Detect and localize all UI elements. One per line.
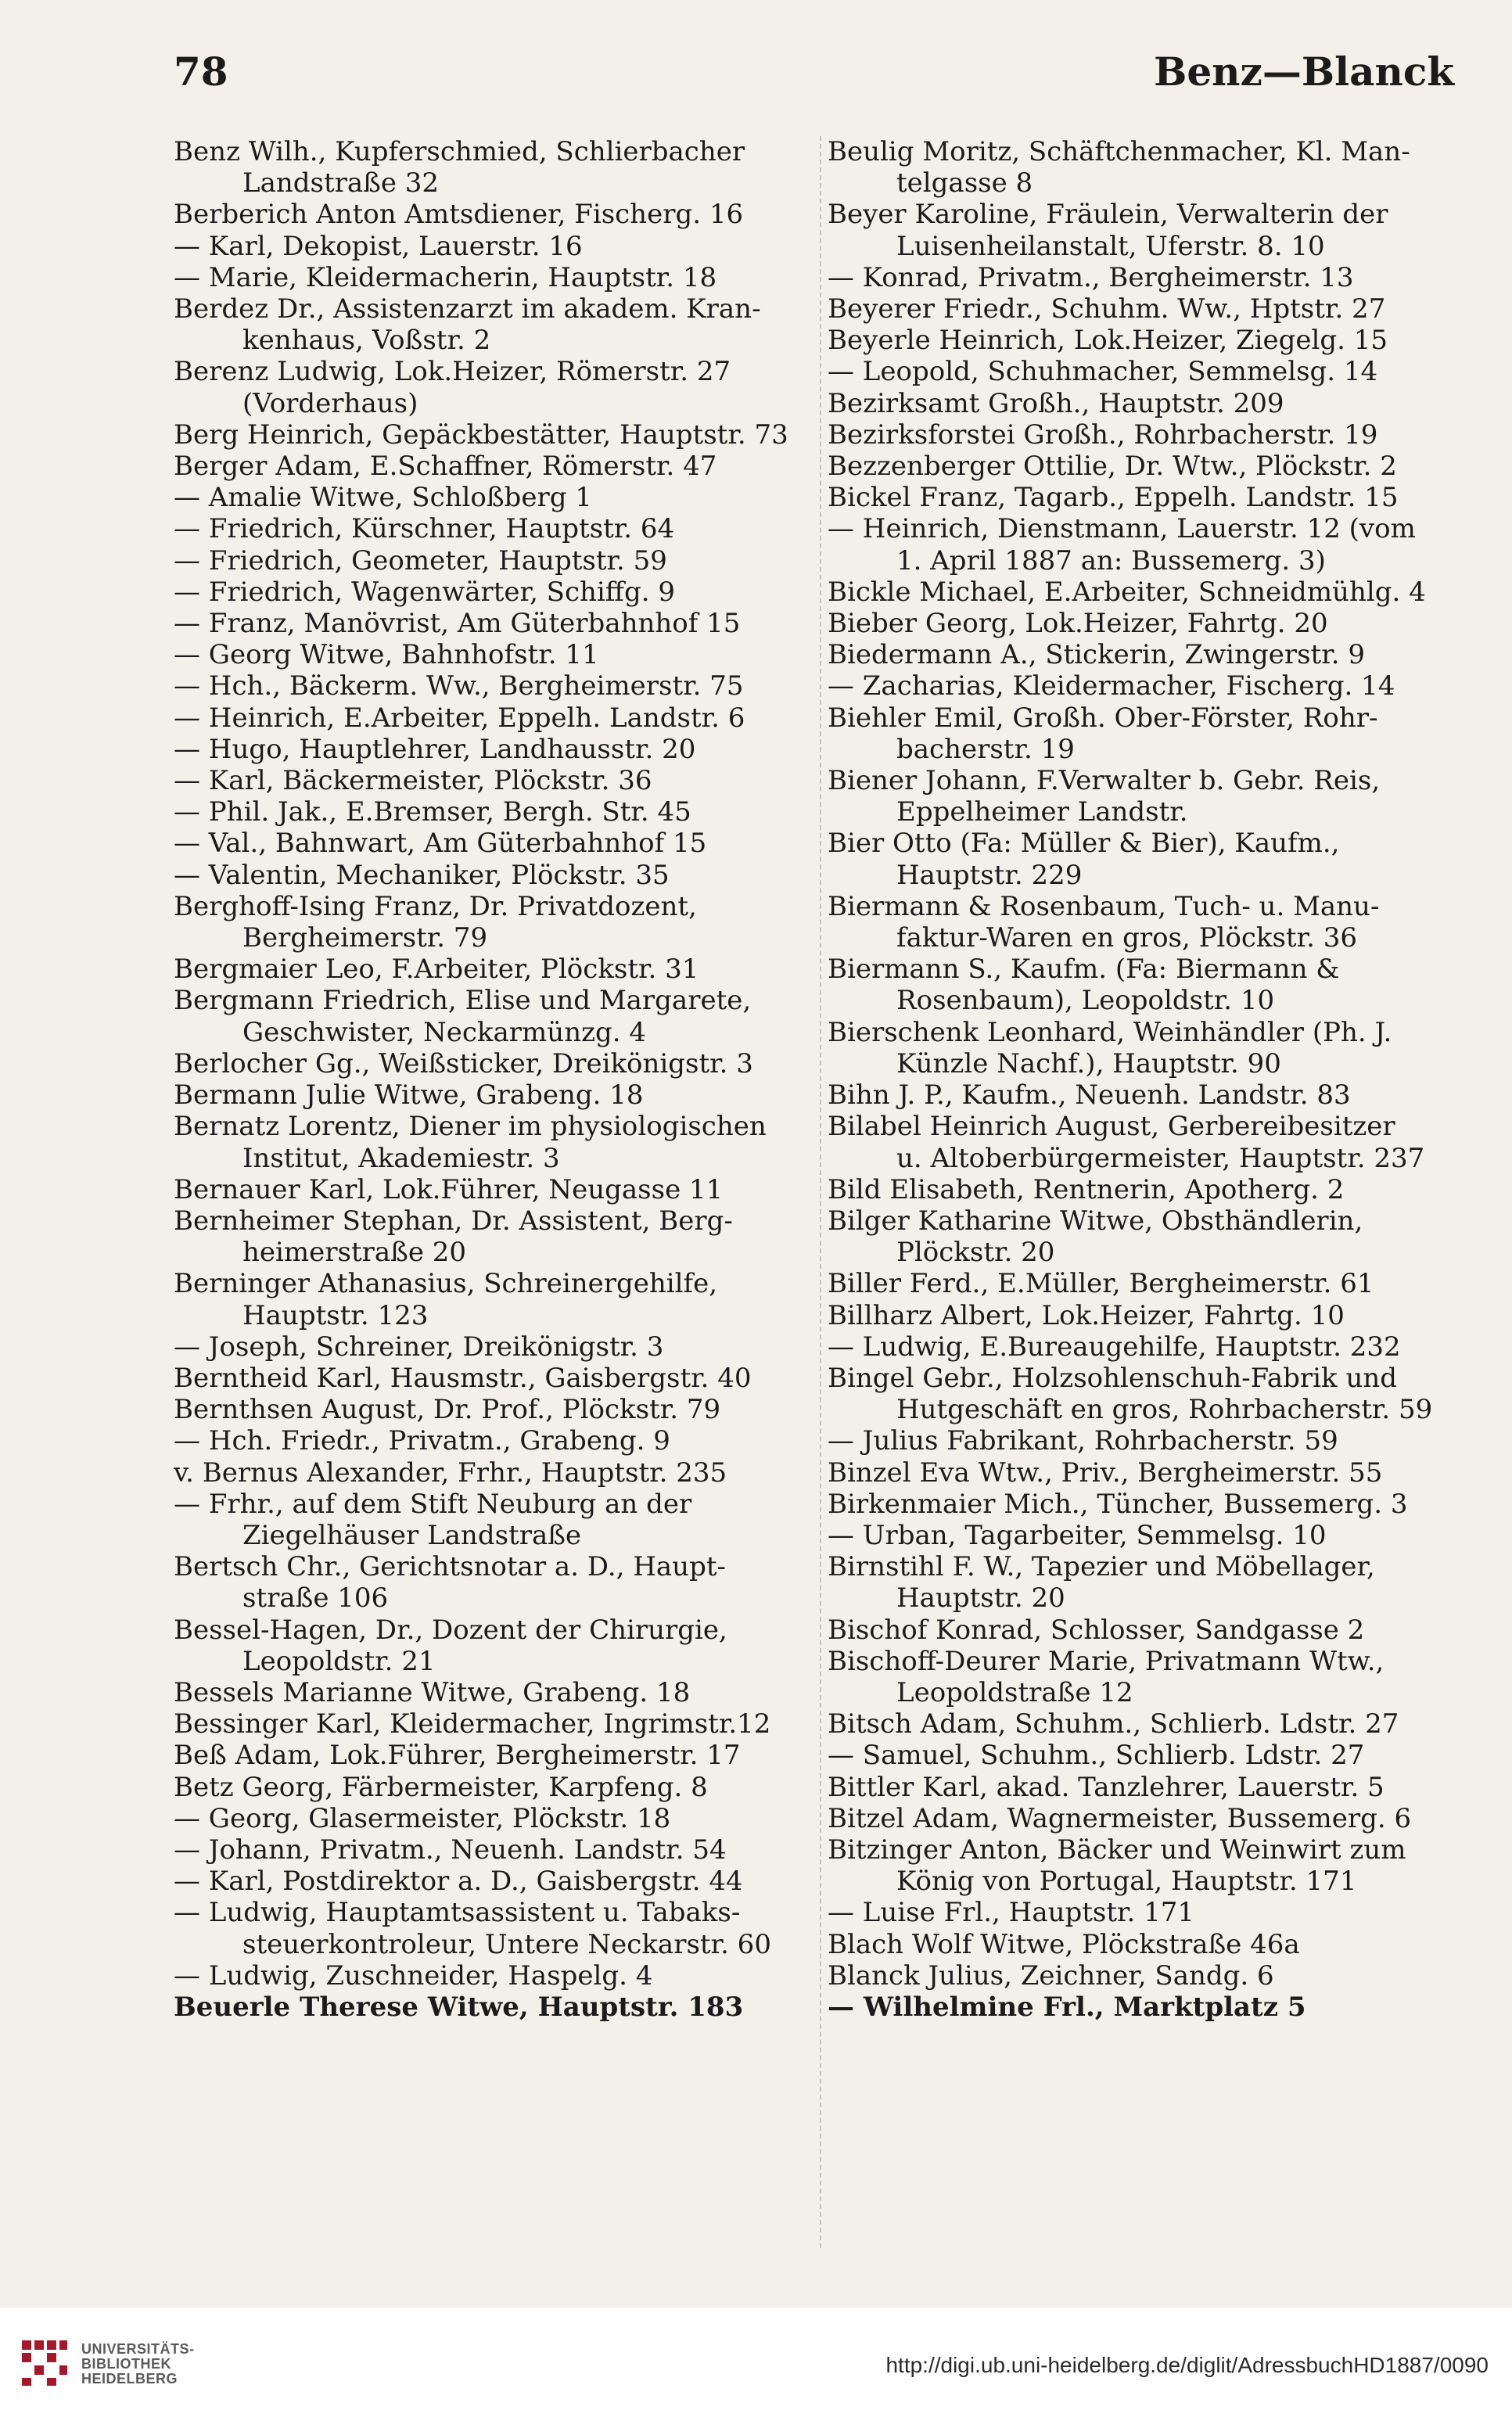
directory-entry	[174, 1834, 813, 1866]
entry-line: Berenz Ludwig, Lok.Heizer, Römerstr. 27	[174, 356, 731, 388]
entry-line: Blach Wolf Witwe, Plöckstraße 46a	[828, 1928, 1300, 1960]
directory-entry	[174, 985, 813, 1047]
directory-entry	[828, 702, 1467, 765]
entry-continuation-line: Geschwister, Neckarmünzg. 4	[242, 1016, 647, 1048]
directory-entry	[828, 1205, 1467, 1268]
directory-entry	[828, 325, 1467, 356]
entry-continuation-line: heimerstraße 20	[242, 1237, 467, 1269]
entry-line: Bickle Michael, E.Arbeiter, Schneidmühlg. 4	[828, 576, 1426, 608]
directory-entry	[174, 1331, 813, 1363]
directory-entry	[174, 1363, 813, 1394]
directory-entry	[174, 1614, 813, 1677]
directory-entry	[174, 954, 813, 985]
directory-entry	[174, 1677, 813, 1708]
directory-entry	[828, 608, 1467, 639]
directory-entry	[174, 828, 813, 859]
entry-line: — Johann, Privatm., Neuenh. Landstr. 54	[174, 1834, 727, 1866]
entry-continuation-line: Ziegelhäuser Landstraße	[242, 1519, 582, 1551]
directory-entry	[174, 293, 813, 356]
entry-line: Bessinger Karl, Kleidermacher, Ingrimstr.12	[174, 1708, 771, 1740]
directory-entry	[828, 1425, 1467, 1456]
entry-line: Bernauer Karl, Lok.Führer, Neugasse 11	[174, 1173, 724, 1205]
directory-entry	[828, 419, 1467, 451]
directory-entry	[174, 639, 813, 670]
directory-entry	[174, 1079, 813, 1111]
entry-line: — Urban, Tagarbeiter, Semmelsg. 10	[828, 1519, 1327, 1551]
directory-entry	[828, 1111, 1467, 1173]
entry-line: Birnstihl F. W., Tapezier und Möbellager,	[828, 1551, 1375, 1583]
entry-line: Beyer Karoline, Fräulein, Verwalterin der	[828, 199, 1388, 231]
entry-line: — Wilhelmine Frl., Marktplatz 5	[828, 1991, 1306, 2023]
directory-entry	[174, 1457, 813, 1489]
entry-line: — Julius Fabrikant, Rohrbacherstr. 59	[828, 1425, 1338, 1457]
entry-line: — Leopold, Schuhmacher, Semmelsg. 14	[828, 356, 1378, 388]
directory-entry	[174, 1708, 813, 1740]
library-name	[81, 2342, 195, 2387]
directory-entry	[828, 293, 1467, 325]
directory-entry	[828, 765, 1467, 828]
directory-entry	[174, 356, 813, 418]
entry-line: Bingel Gebr., Holzsohlenschuh-Fabrik und	[828, 1362, 1398, 1394]
entry-line: Bilger Katharine Witwe, Obsthändlerin,	[828, 1205, 1363, 1237]
directory-entry	[828, 1331, 1467, 1363]
entry-line: — Hch. Friedr., Privatm., Grabeng. 9	[174, 1425, 670, 1457]
directory-entry	[828, 670, 1467, 702]
entry-continuation-line: Leopoldstr. 21	[242, 1645, 436, 1677]
directory-entry	[174, 1740, 813, 1771]
entry-line: — Hugo, Hauptlehrer, Landhausstr. 20	[174, 733, 696, 765]
entry-continuation-line: Bergheimerstr. 79	[242, 922, 488, 954]
directory-entry	[174, 1866, 813, 1897]
directory-entry	[174, 513, 813, 544]
entry-continuation-line: bacherstr. 19	[896, 733, 1075, 765]
directory-entry	[174, 1425, 813, 1456]
right-column	[828, 136, 1467, 2023]
entry-line: Bermann Julie Witwe, Grabeng. 18	[174, 1079, 644, 1112]
directory-entry	[828, 388, 1467, 419]
entry-line: Biermann S., Kaufm. (Fa: Biermann &	[828, 954, 1340, 986]
entry-continuation-line: Institut, Akademiestr. 3	[242, 1142, 560, 1174]
entry-line: — Marie, Kleidermacherin, Hauptstr. 18	[174, 261, 717, 293]
directory-entry	[174, 1489, 813, 1551]
entry-continuation-line: König von Portugal, Hauptstr. 171	[896, 1866, 1357, 1898]
entry-line: — Valentin, Mechaniker, Plöckstr. 35	[174, 859, 670, 891]
directory-entry	[174, 1960, 813, 1992]
directory-entry	[828, 262, 1467, 293]
entry-continuation-line: Landstraße 32	[242, 167, 440, 199]
entry-line: Berberich Anton Amtsdiener, Fischerg. 16	[174, 199, 744, 231]
directory-entry	[828, 639, 1467, 670]
entry-continuation-line: Hutgeschäft en gros, Rohrbacherstr. 59	[896, 1394, 1433, 1426]
university-library-logo-icon	[19, 2337, 70, 2389]
directory-entry	[174, 860, 813, 891]
entry-line: Berninger Athanasius, Schreinergehilfe,	[174, 1268, 718, 1300]
entry-line: Blanck Julius, Zeichner, Sandg. 6	[828, 1959, 1274, 1992]
directory-entry	[174, 1205, 813, 1268]
entry-continuation-line: Luisenheilanstalt, Uferstr. 8. 10	[896, 230, 1325, 262]
directory-entry	[174, 231, 813, 262]
entry-line: Bilabel Heinrich August, Gerbereibesitzer	[828, 1111, 1395, 1143]
entry-line: Bergmaier Leo, F.Arbeiter, Plöckstr. 31	[174, 954, 699, 986]
directory-entry	[174, 545, 813, 576]
directory-entry	[828, 1174, 1467, 1205]
entry-line: Biener Johann, F.Verwalter b. Gebr. Reis,	[828, 765, 1381, 797]
directory-entry	[828, 828, 1467, 890]
entry-line: Berlocher Gg., Weißsticker, Dreikönigstr. 3	[174, 1047, 753, 1079]
entry-line: Bessel-Hagen, Dr., Dozent der Chirurgie,	[174, 1614, 727, 1646]
directory-entry	[174, 1394, 813, 1425]
entry-continuation-line: Rosenbaum), Leopoldstr. 10	[896, 985, 1275, 1017]
entry-continuation-line: Eppelheimer Landstr.	[896, 796, 1188, 828]
entry-continuation-line: telgasse 8	[896, 167, 1033, 199]
entry-continuation-line: straße 106	[242, 1582, 389, 1614]
entry-line: Bernthsen August, Dr. Prof., Plöckstr. 79	[174, 1394, 721, 1426]
entry-continuation-line: Leopoldstraße 12	[896, 1676, 1133, 1708]
directory-entry	[828, 136, 1467, 199]
entry-line: Biller Ferd., E.Müller, Bergheimerstr. 61	[828, 1268, 1374, 1300]
entry-line: — Ludwig, Zuschneider, Haspelg. 4	[174, 1959, 653, 1992]
directory-entry	[828, 1017, 1467, 1079]
entry-line: — Joseph, Schreiner, Dreikönigstr. 3	[174, 1331, 664, 1363]
entry-line: Bickel Franz, Tagarb., Eppelh. Landstr. 15	[828, 482, 1399, 514]
entry-continuation-line: Plöckstr. 20	[896, 1237, 1055, 1269]
directory-entry	[174, 1803, 813, 1834]
directory-entry	[174, 199, 813, 230]
entry-line: Biehler Emil, Großh. Ober-Förster, Rohr-	[828, 702, 1378, 734]
entry-line: — Luise Frl., Hauptstr. 171	[828, 1897, 1195, 1929]
entry-line: Bernheimer Stephan, Dr. Assistent, Berg-	[174, 1205, 733, 1237]
directory-entry	[174, 670, 813, 702]
entry-continuation-line: Hauptstr. 229	[896, 859, 1083, 891]
entry-line: — Karl, Dekopist, Lauerstr. 16	[174, 230, 583, 262]
directory-entry	[828, 1803, 1467, 1834]
directory-entry	[828, 1363, 1467, 1425]
entry-line: Bild Elisabeth, Rentnerin, Apotherg. 2	[828, 1173, 1345, 1205]
directory-entry	[174, 796, 813, 828]
entry-line: Betz Georg, Färbermeister, Karpfeng. 8	[174, 1771, 708, 1803]
entry-line: Bitsch Adam, Schuhm., Schlierb. Ldstr. 27	[828, 1708, 1399, 1740]
library-name-line: UNIVERSITÄTS-	[81, 2341, 195, 2357]
directory-entry	[828, 954, 1467, 1016]
entry-line: — Georg Witwe, Bahnhofstr. 11	[174, 639, 599, 671]
entry-line: — Hch., Bäckerm. Ww., Bergheimerstr. 75	[174, 670, 744, 702]
directory-entry	[828, 1551, 1467, 1614]
entry-line: — Friedrich, Geometer, Hauptstr. 59	[174, 544, 667, 576]
entry-line: — Heinrich, Dienstmann, Lauerstr. 12 (vom	[828, 513, 1416, 545]
directory-entry	[174, 482, 813, 513]
directory-entry	[174, 451, 813, 482]
directory-entry	[828, 1268, 1467, 1299]
entry-line: Bierschenk Leonhard, Weinhändler (Ph. J.	[828, 1016, 1392, 1048]
entry-line: Billharz Albert, Lok.Heizer, Fahrtg. 10	[828, 1299, 1345, 1331]
directory-entry	[828, 199, 1467, 261]
entry-line: Berger Adam, E.Schaffner, Römerstr. 47	[174, 451, 717, 483]
entry-line: Bitzinger Anton, Bäcker und Weinwirt zum	[828, 1834, 1406, 1866]
entry-line: Berdez Dr., Assistenzarzt im akadem. Kran-	[174, 293, 761, 325]
directory-entry	[828, 1960, 1467, 1992]
directory-entry	[174, 419, 813, 451]
page-running-title: Benz—Blanck	[1154, 48, 1454, 95]
directory-entry	[828, 891, 1467, 954]
entry-line: Benz Wilh., Kupferschmied, Schlierbacher	[174, 136, 745, 167]
directory-entry	[828, 1646, 1467, 1708]
entry-line: Bernatz Lorentz, Diener im physiologischen	[174, 1111, 767, 1143]
entry-line: Berghoff-Ising Franz, Dr. Privatdozent,	[174, 890, 697, 922]
directory-entry	[828, 1929, 1467, 1960]
footer-bar	[0, 2308, 1512, 2410]
directory-entry	[828, 1772, 1467, 1803]
page-header	[174, 48, 1462, 103]
entry-line: Birkenmaier Mich., Tüncher, Bussemerg. 3	[828, 1488, 1408, 1520]
entry-line: Bier Otto (Fa: Müller & Bier), Kaufm.,	[828, 828, 1340, 860]
directory-entry	[828, 1079, 1467, 1111]
entry-line: — Zacharias, Kleidermacher, Fischerg. 14	[828, 670, 1395, 702]
entry-line: — Amalie Witwe, Schloßberg 1	[174, 482, 592, 514]
entry-continuation-line: Hauptstr. 20	[896, 1582, 1065, 1614]
directory-entry	[828, 1520, 1467, 1551]
directory-entry	[174, 702, 813, 734]
entry-line: Bergmann Friedrich, Elise und Margarete,	[174, 985, 752, 1017]
entry-line: — Georg, Glasermeister, Plöckstr. 18	[174, 1802, 671, 1834]
entry-line: — Franz, Manövrist, Am Güterbahnhof 15	[174, 608, 741, 640]
entry-continuation-line: Hauptstr. 123	[242, 1299, 429, 1331]
directory-entry	[174, 1897, 813, 1959]
entry-line: — Ludwig, E.Bureaugehilfe, Hauptstr. 232	[828, 1331, 1401, 1363]
directory-entry	[174, 1048, 813, 1079]
entry-line: — Val., Bahnwart, Am Güterbahnhof 15	[174, 828, 707, 860]
entry-line: — Phil. Jak., E.Bremser, Bergh. Str. 45	[174, 796, 691, 828]
directory-entry	[828, 576, 1467, 608]
directory-entry	[828, 451, 1467, 482]
directory-entry	[828, 1457, 1467, 1489]
entry-line: Bezirksamt Großh., Hauptstr. 209	[828, 387, 1284, 419]
entry-line: Bezirksforstei Großh., Rohrbacherstr. 19	[828, 418, 1378, 451]
directory-entry	[174, 1992, 813, 2023]
directory-entry	[174, 136, 813, 199]
entry-line: Bessels Marianne Witwe, Grabeng. 18	[174, 1676, 691, 1708]
entry-line: Bihn J. P., Kaufm., Neuenh. Landstr. 83	[828, 1079, 1351, 1112]
directory-entry	[174, 891, 813, 954]
directory-entry	[174, 734, 813, 765]
entry-line: Bitzel Adam, Wagnermeister, Bussemerg. 6	[828, 1802, 1412, 1834]
entry-line: v. Bernus Alexander, Frhr., Hauptstr. 235	[174, 1456, 727, 1489]
directory-entry	[828, 1708, 1467, 1740]
entry-line: Berntheid Karl, Hausmstr., Gaisbergstr. 40	[174, 1362, 752, 1394]
entry-line: — Friedrich, Kürschner, Hauptstr. 64	[174, 513, 675, 545]
directory-entry	[828, 1489, 1467, 1520]
entry-line: Bieber Georg, Lok.Heizer, Fahrtg. 20	[828, 608, 1328, 640]
entry-line: Beß Adam, Lok.Führer, Bergheimerstr. 17	[174, 1740, 741, 1772]
entry-line: Beyerle Heinrich, Lok.Heizer, Ziegelg. 15	[828, 325, 1388, 357]
directory-entry	[174, 1174, 813, 1205]
directory-entry	[174, 765, 813, 796]
entry-line: — Karl, Postdirektor a. D., Gaisbergstr. 44	[174, 1866, 743, 1898]
entry-continuation-line: Künzle Nachf.), Hauptstr. 90	[896, 1047, 1281, 1079]
entry-line: Beuerle Therese Witwe, Hauptstr. 183	[174, 1991, 744, 2023]
directory-entry	[174, 262, 813, 293]
entry-line: Biedermann A., Stickerin, Zwingerstr. 9	[828, 639, 1365, 671]
entry-line: Beyerer Friedr., Schuhm. Ww., Hptstr. 27	[828, 293, 1386, 325]
directory-entry	[828, 356, 1467, 387]
entry-continuation-line: (Vorderhaus)	[242, 387, 418, 419]
entry-continuation-line: kenhaus, Voßstr. 2	[242, 325, 491, 357]
entry-line: — Karl, Bäckermeister, Plöckstr. 36	[174, 765, 652, 797]
directory-entry	[174, 608, 813, 639]
library-name-line: HEIDELBERG	[81, 2371, 178, 2387]
entry-line: — Friedrich, Wagenwärter, Schiffg. 9	[174, 576, 675, 608]
entry-line: Bischof Konrad, Schlosser, Sandgasse 2	[828, 1614, 1365, 1646]
entry-line: Bittler Karl, akad. Tanzlehrer, Lauerstr. 5	[828, 1771, 1385, 1803]
entry-line: — Ludwig, Hauptamtsassistent u. Tabaks-	[174, 1897, 741, 1929]
directory-entry	[174, 1772, 813, 1803]
directory-entry	[828, 1834, 1467, 1897]
directory-entry	[828, 1740, 1467, 1771]
directory-entry	[828, 1300, 1467, 1331]
entry-line: — Konrad, Privatm., Bergheimerstr. 13	[828, 261, 1354, 293]
page-number: 78	[174, 48, 228, 95]
entry-line: — Heinrich, E.Arbeiter, Eppelh. Landstr. 6	[174, 702, 745, 734]
directory-entry	[174, 576, 813, 608]
entry-continuation-line: faktur-Waren en gros, Plöckstr. 36	[896, 922, 1357, 954]
source-url-link[interactable]: http://digi.ub.uni-heidelberg.de/diglit/AdressbuchHD1887/0090	[885, 2353, 1489, 2377]
entry-continuation-line: u. Altoberbürgermeister, Hauptstr. 237	[896, 1142, 1425, 1174]
entry-continuation-line: steuerkontroleur, Untere Neckarstr. 60	[242, 1928, 771, 1960]
column-divider	[820, 136, 821, 2248]
directory-entry	[828, 1992, 1467, 2023]
entry-line: Bezzenberger Ottilie, Dr. Wtw., Plöckstr. 2	[828, 451, 1397, 483]
entry-line: Bertsch Chr., Gerichtsnotar a. D., Haupt-	[174, 1551, 726, 1583]
entry-line: Beulig Moritz, Schäftchenmacher, Kl. Man-	[828, 136, 1410, 167]
directory-entry	[828, 482, 1467, 513]
directory-entry	[174, 1268, 813, 1331]
entry-line: Biermann & Rosenbaum, Tuch- u. Manu-	[828, 890, 1380, 922]
entry-continuation-line: 1. April 1887 an: Bussemerg. 3)	[896, 544, 1326, 576]
entry-line: — Frhr., auf dem Stift Neuburg an der	[174, 1488, 692, 1520]
directory-entry	[828, 1614, 1467, 1646]
directory-entry	[828, 1897, 1467, 1928]
left-column	[174, 136, 813, 2023]
entry-line: Bischoff-Deurer Marie, Privatmann Wtw.,	[828, 1645, 1385, 1677]
library-name-line: BIBLIOTHEK	[81, 2356, 171, 2372]
entry-line: Berg Heinrich, Gepäckbestätter, Hauptstr. 73	[174, 418, 788, 451]
entry-line: — Samuel, Schuhm., Schlierb. Ldstr. 27	[828, 1740, 1365, 1772]
directory-entry	[174, 1551, 813, 1614]
directory-entry	[828, 513, 1467, 576]
entry-line: Binzel Eva Wtw., Priv., Bergheimerstr. 55	[828, 1456, 1383, 1489]
directory-entry	[174, 1111, 813, 1173]
